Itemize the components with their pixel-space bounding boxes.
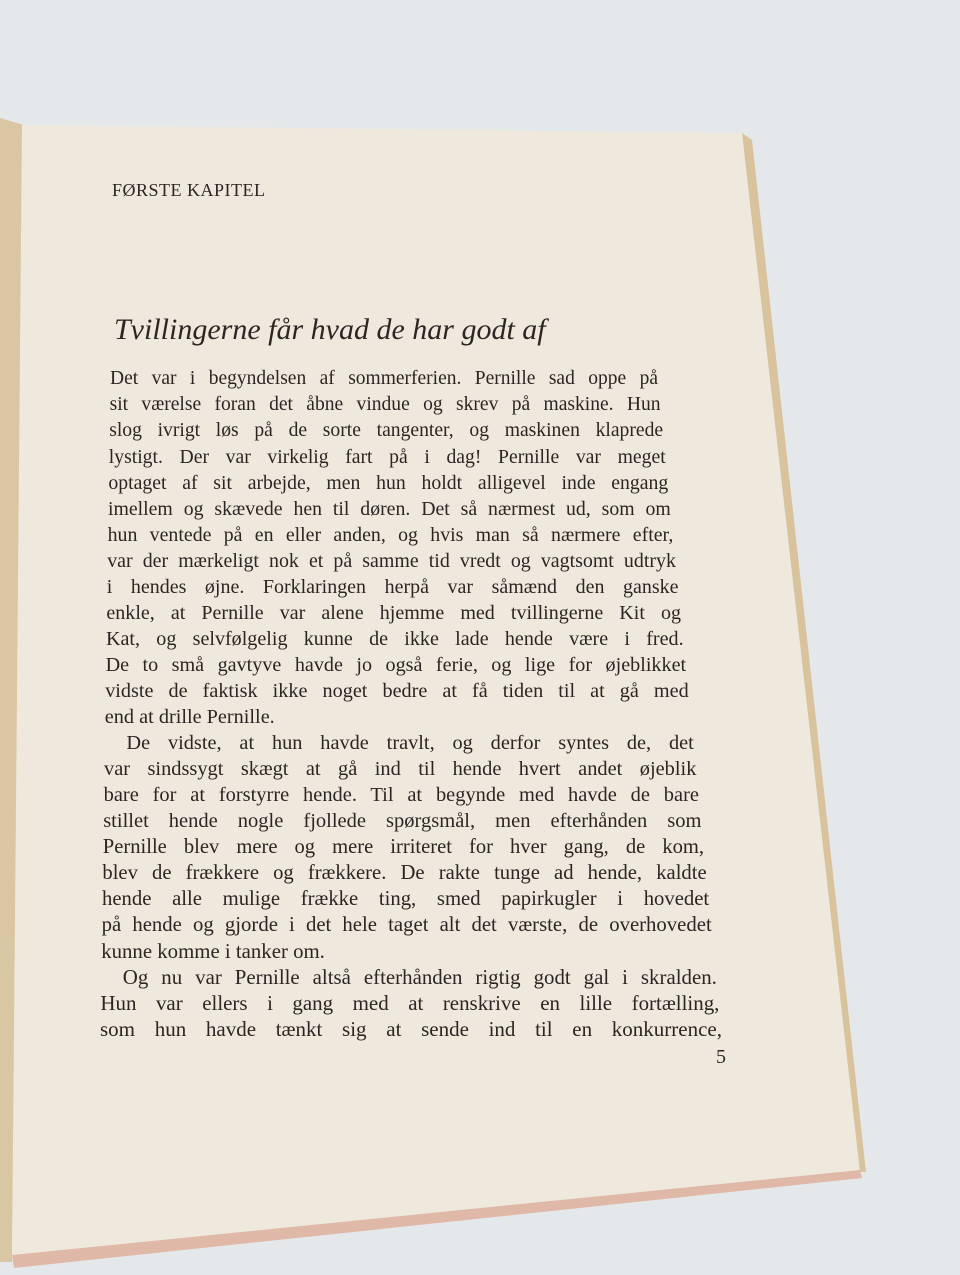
text-line: Pernille blev mere og mere irriteret for hver gang, de kom, [102,836,705,858]
text-line: Kat, og selvfølgelig kunne de ikke lade hende være i fred. [106,628,684,650]
text-line: Hun var ellers i gang med at renskrive en lille fortælling, [100,991,720,1015]
text-line: Og nu var Pernille altså efterhånden rigtig godt gal i skralden. [122,965,717,989]
text-line: hende alle mulige frække ting, smed papirkugler i hovedet [102,888,710,910]
text-line: bare for at forstyrre hende. Til at begynde med havde de bare [103,784,699,806]
text-line: sit værelse foran det åbne vindue og skrev på maskine. Hun [109,394,661,415]
text-line: imellem og skævede hen til døren. Det så nærmest ud, som om [108,498,671,520]
text-line: vidste de faktisk ikke noget bedre at få tiden til at gå med [105,680,689,702]
text-line: optaget af sit arbejde, men hun holdt alligevel inde engang [108,472,669,494]
text-line: var der mærkeligt nok et på samme tid vredt og vagtsomt udtryk [107,550,676,572]
text-line: stillet hende nogle fjollede spørgsmål, men efterhånden som [103,810,702,832]
text-line: blev de frækkere og frækkere. De rakte tunge ad hende, kaldte [102,862,707,884]
text-line: Det var i begyndelsen af sommerferien. Pernille sad oppe på [110,368,658,389]
page-number: 5 [716,1046,726,1068]
text-line: end at drille Pernille. [104,706,275,728]
text-line: hun ventede på en eller anden, og hvis man så nærmere efter, [107,524,674,546]
chapter-title: Tvillingerne får hvad de har godt af [114,313,546,346]
text-line: på hende og gjorde i det hele taget alt det værste, de overhovedet [101,914,712,936]
text-line: enkle, at Pernille var alene hjemme med tvillingerne Kit og [106,602,682,624]
text-line: slog ivrigt løs på de sorte tangenter, og maskinen klaprede [109,420,664,441]
text-line: var sindssygt skægt at gå ind til hende hvert andet øjeblik [104,758,697,780]
text-line: kunne komme i tanker om. [101,939,325,963]
text-line: De vidste, at hun havde travlt, og derfor syntes de, det [126,732,694,754]
chapter-heading: FØRSTE KAPITEL [112,180,266,200]
text-line: De to små gavtyve havde jo også ferie, og lige for øjeblikket [105,654,687,676]
text-line: lystigt. Der var virkelig fart på i dag! Pernille var meget [108,446,666,468]
text-line: i hendes øjne. Forklaringen herpå var såmænd den ganske [106,576,679,598]
text-line: som hun havde tænkt sig at sende ind til en konkurrence, [100,1017,722,1041]
